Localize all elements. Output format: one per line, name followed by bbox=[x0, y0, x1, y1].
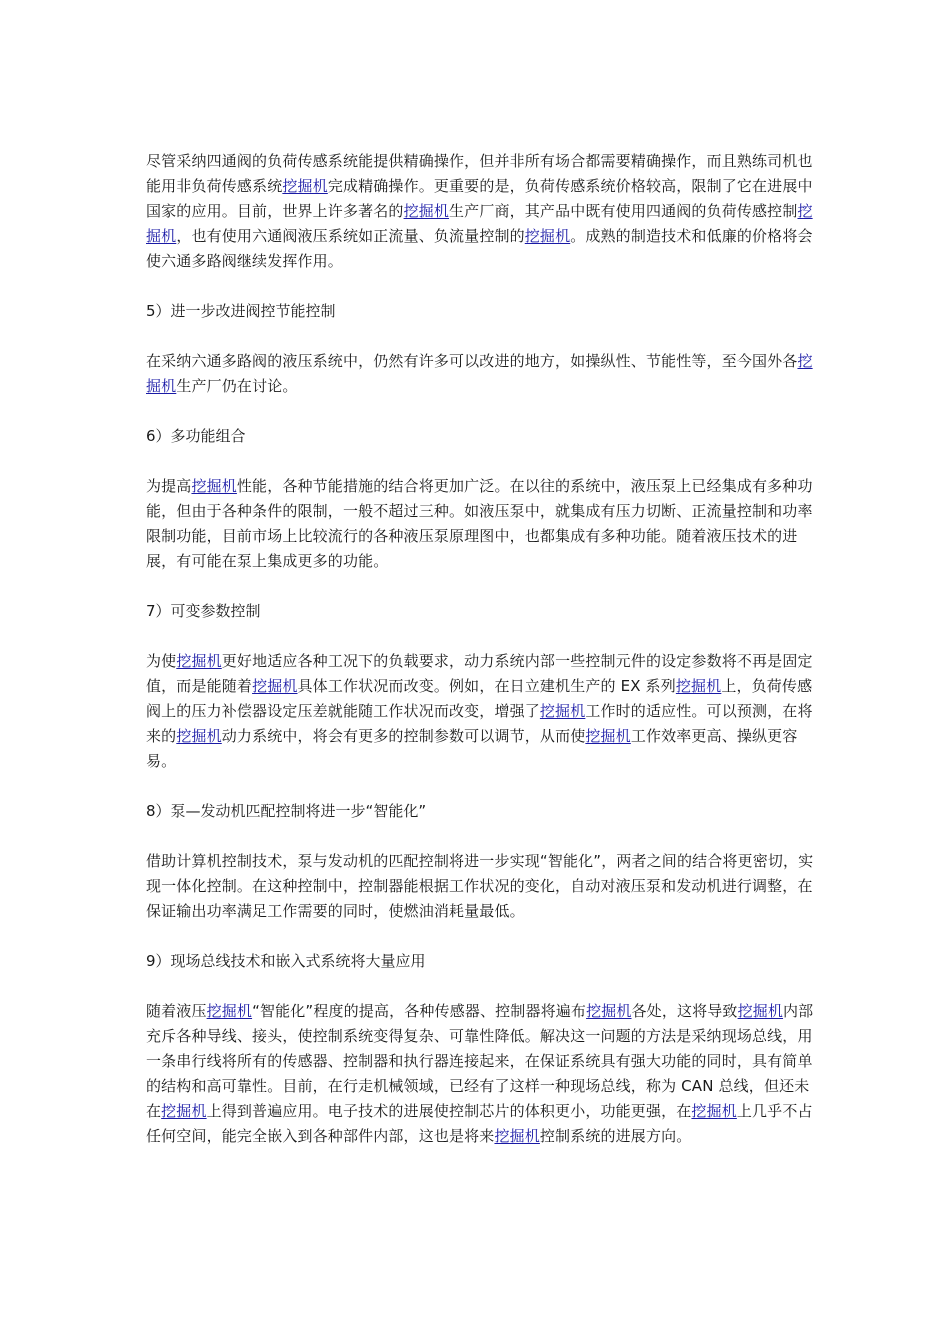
text-run: 控制系统的进展方向。 bbox=[539, 1127, 692, 1145]
paragraph-spacer bbox=[146, 324, 818, 349]
excavator-link[interactable]: 挖掘机 bbox=[675, 677, 722, 695]
text-run: 生产厂商，其产品中既有使用四通阀的负荷传感控制 bbox=[449, 202, 798, 220]
text-run: 更好地适应各种工况下的负载要求，动力系统内部一些控制元件的设定参数将不再是固定值，而是能随着 bbox=[146, 652, 813, 695]
body-paragraph bbox=[146, 999, 818, 1149]
body-paragraph bbox=[146, 474, 818, 574]
body-paragraph bbox=[146, 149, 818, 274]
text-run: 。成熟的制造技术和低廉的价格将会使六通多路阀继续发挥作用。 bbox=[146, 227, 813, 270]
text-run: 尽管采纳四通阀的负荷传感系统能提供精确操作，但并非所有场合都需要精确操作，而且熟练司机也能用非负荷传感系统 bbox=[146, 152, 813, 195]
excavator-link[interactable]: 挖掘机 bbox=[737, 1002, 784, 1020]
paragraph-spacer bbox=[146, 824, 818, 849]
excavator-link[interactable]: 挖掘机 bbox=[176, 727, 222, 745]
paragraph-spacer bbox=[146, 574, 818, 599]
text-run: 上得到普遍应用。电子技术的进展使控制芯片的体积更小，功能更强，在 bbox=[206, 1102, 692, 1120]
section-heading: 9）现场总线技术和嵌入式系统将大量应用 bbox=[146, 952, 426, 970]
excavator-link[interactable]: 挖掘机 bbox=[282, 177, 328, 195]
text-run: 在采纳六通多路阀的液压系统中，仍然有许多可以改进的地方，如操纵性、节能性等，至今国外各 bbox=[146, 352, 798, 370]
text-run: 工作效率更高、操纵更容易。 bbox=[146, 727, 798, 770]
body-paragraph bbox=[146, 849, 818, 924]
section-heading: 5）进一步改进阀控节能控制 bbox=[146, 302, 336, 320]
text-run: 性能，各种节能措施的结合将更加广泛。在以往的系统中，液压泵上已经集成有多种功能，但由于各种条件的限制，一般不超过三种。如液压泵中，就集成有压力切断、正流量控制和功率限制功能，目前市场上比较流行的各种液压泵原理图中，也都集成有多种功能。随着液压技术的进展，有可能在泵上集成更多的功能。 bbox=[146, 477, 813, 570]
section-heading: 6）多功能组合 bbox=[146, 427, 246, 445]
excavator-link[interactable]: 挖掘机 bbox=[585, 727, 631, 745]
section-heading: 7）可变参数控制 bbox=[146, 602, 261, 620]
text-run: “智能化”程度的提高，各种传感器、控制器将遍布 bbox=[252, 1002, 587, 1020]
paragraph-spacer bbox=[146, 449, 818, 474]
text-run: 借助计算机控制技术，泵与发动机的匹配控制将进一步实现“智能化”，两者之间的结合将更密切，实现一体化控制。在这种控制中，控制器能根据工作状况的变化，自动对液压泵和发动机进行调整，在保证输出功率满足工作需要的同时，使燃油消耗量最低。 bbox=[146, 852, 814, 920]
text-run: 生产厂仍在讨论。 bbox=[176, 377, 298, 395]
excavator-link[interactable]: 挖掘机 bbox=[494, 1127, 540, 1145]
excavator-link[interactable]: 挖掘机 bbox=[403, 202, 450, 220]
excavator-link[interactable]: 挖掘机 bbox=[252, 677, 298, 695]
text-run: 完成精确操作。更重要的是，负荷传感系统价格较高，限制了它在进展中国家的应用。目前，世界上许多著名的 bbox=[146, 177, 813, 220]
text-run: 动力系统中，将会有更多的控制参数可以调节，从而使 bbox=[221, 727, 586, 745]
text-run: 工作时的适应性。可以预测，在将来的 bbox=[146, 702, 813, 745]
excavator-link[interactable]: 挖掘机 bbox=[146, 352, 813, 395]
excavator-link[interactable]: 挖掘机 bbox=[539, 702, 586, 720]
paragraph-spacer bbox=[146, 274, 818, 299]
excavator-link[interactable]: 挖掘机 bbox=[146, 202, 813, 245]
text-run: 随着液压 bbox=[146, 1002, 207, 1020]
paragraph-spacer bbox=[146, 774, 818, 799]
excavator-link[interactable]: 挖掘机 bbox=[191, 477, 237, 495]
excavator-link[interactable]: 挖掘机 bbox=[176, 652, 222, 670]
excavator-link[interactable]: 挖掘机 bbox=[206, 1002, 253, 1020]
text-run: ，也有使用六通阀液压系统如正流量、负流量控制的 bbox=[176, 227, 525, 245]
text-run: 为提高 bbox=[146, 477, 192, 495]
paragraph-spacer bbox=[146, 974, 818, 999]
text-run: 上，负荷传感阀上的压力补偿器设定压差就能随工作状况而改变，增强了 bbox=[146, 677, 813, 720]
text-run: 各处，这将导致 bbox=[631, 1002, 738, 1020]
text-run: 具体工作状况而改变。例如，在日立建机生产的 EX 系列 bbox=[297, 677, 676, 695]
text-run: 为使 bbox=[146, 652, 177, 670]
excavator-link[interactable]: 挖掘机 bbox=[161, 1102, 207, 1120]
excavator-link[interactable]: 挖掘机 bbox=[524, 227, 571, 245]
paragraph-spacer bbox=[146, 399, 818, 424]
excavator-link[interactable]: 挖掘机 bbox=[586, 1002, 632, 1020]
body-paragraph bbox=[146, 649, 818, 774]
text-run: 上几乎不占任何空间，能完全嵌入到各种部件内部，这也是将来 bbox=[146, 1102, 813, 1145]
text-run: 内部充斥各种导线、接头，使控制系统变得复杂、可靠性降低。解决这一问题的方法是采纳现场总线，用一条串行线将所有的传感器、控制器和执行器连接起来，在保证系统具有强大功能的同时，具有简单的结构和高可靠性。目前，在行走机械领域，已经有了这样一种现场总线，称为 CAN 总线，但还未在 bbox=[146, 1002, 814, 1120]
body-paragraph bbox=[146, 349, 818, 399]
paragraph-spacer bbox=[146, 924, 818, 949]
excavator-link[interactable]: 挖掘机 bbox=[691, 1102, 737, 1120]
document-page bbox=[146, 149, 818, 1149]
paragraph-spacer bbox=[146, 624, 818, 649]
section-heading: 8）泵—发动机匹配控制将进一步“智能化” bbox=[146, 802, 427, 820]
